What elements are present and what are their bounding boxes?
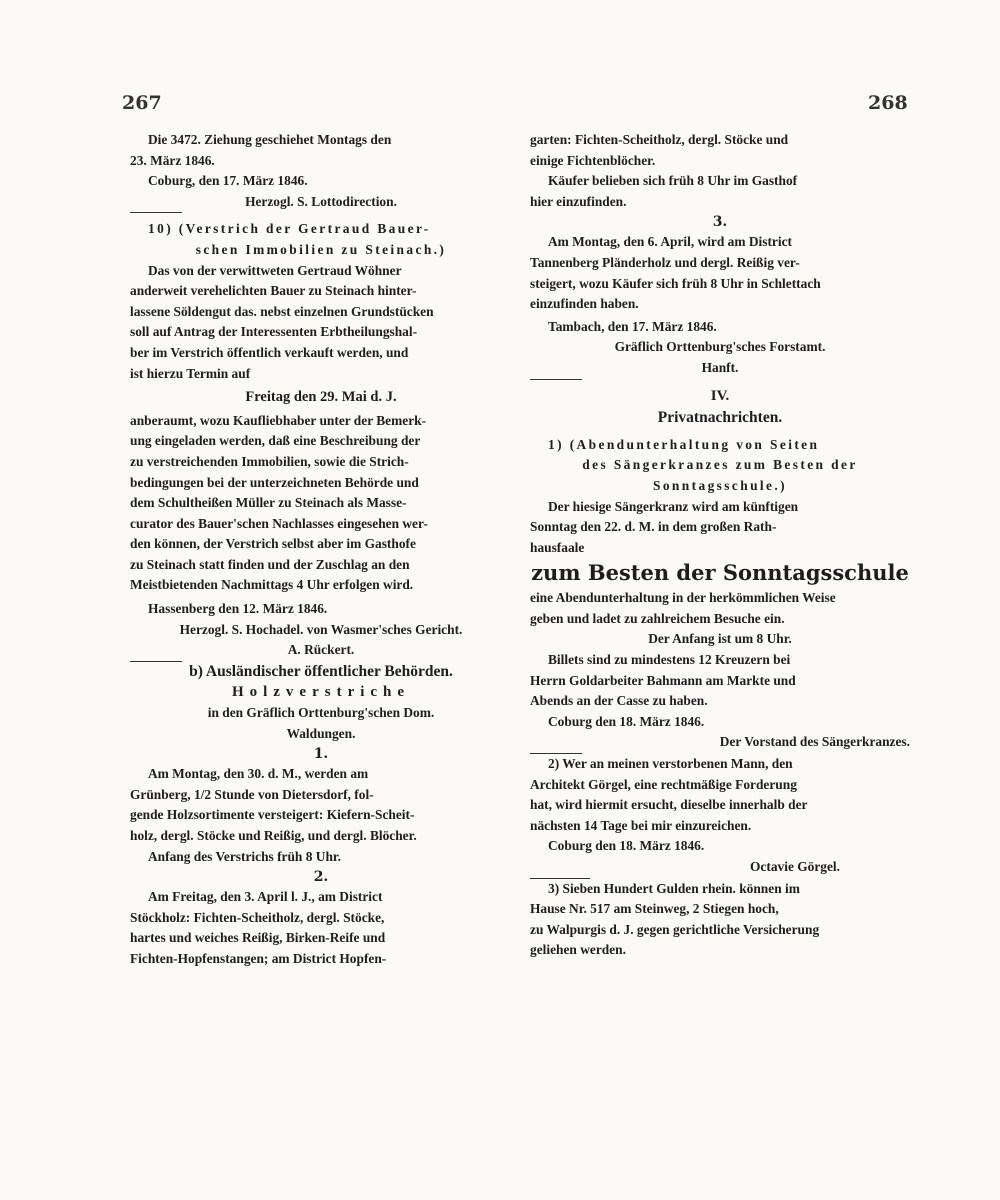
text-line: Billets sind zu mindestens 12 Kreuzern bei	[548, 652, 791, 668]
text-line: Hause Nr. 517 am Steinweg, 2 Stiegen hoch,	[530, 901, 779, 917]
text-line: lassene Söldengut das. nebst einzelnen Grundstücken	[130, 303, 434, 319]
item-3-body	[530, 232, 910, 314]
text-line: Der hiesige Sängerkranz wird am künftigen	[548, 498, 799, 514]
text-line: dem Schultheißen Müller zu Steinach als Masse-	[130, 495, 407, 511]
text-line: nächsten 14 Tage bei mir einzureichen.	[530, 817, 752, 833]
section-10-court: Herzogl. S. Hochadel. von Wasmer'sches Gericht.	[179, 621, 463, 637]
holz-subtitle-2: Waldungen.	[286, 725, 356, 741]
text-line: den können, der Verstrich selbst aber im Gasthofe	[130, 536, 416, 552]
text-line: Fichten-Hopfenstangen; am District Hopfen-	[130, 950, 387, 966]
item-number-2: 2.	[313, 869, 329, 886]
text-line: ung eingeladen werden, daß eine Beschreibung der	[130, 433, 421, 449]
text-line: hartes und weiches Reißig, Birken-Reife und	[130, 930, 386, 946]
text-line: Am Montag, den 30. d. M., werden am	[148, 766, 369, 782]
text-line: einige Fichtenblöcher.	[530, 152, 656, 168]
text-line: Grünberg, 1/2 Stunde von Dietersdorf, fol-	[130, 786, 374, 802]
text-line: 2) Wer an meinen verstorbenen Mann, den	[548, 756, 793, 772]
holz-title: Holzverstriche	[231, 684, 411, 701]
page-number-left: 267	[122, 92, 162, 114]
text-line: gende Holzsortimente versteigert: Kiefern-Scheit-	[130, 807, 415, 823]
item-1-start: Anfang des Verstrichs früh 8 Uhr.	[148, 848, 341, 864]
item-1-text	[530, 497, 910, 559]
text-line: ist hierzu Termin auf	[130, 365, 251, 381]
continuation	[530, 130, 910, 212]
item-2-place: Coburg den 18. März 1846.	[548, 838, 705, 854]
forstamt-signature: Gräflich Orttenburg'sches Forstamt.	[614, 339, 826, 355]
text-line: eine Abendunterhaltung in der herkömmlichen Weise	[530, 590, 836, 606]
text-line: geliehen werden.	[530, 942, 626, 958]
section-10-title: 10) (Verstrich der Gertraud Bauer-	[148, 221, 431, 237]
roman-numeral: IV.	[710, 387, 730, 404]
item-1-title-cont-2: Sonntagsschule.)	[652, 477, 788, 493]
text-line: Sonntag den 22. d. M. in dem großen Rath-	[530, 519, 777, 535]
section-10-place: Hassenberg den 12. März 1846.	[148, 601, 328, 617]
privat-heading: Privatnachrichten.	[657, 409, 783, 427]
text-line: hat, wird hiermit ersucht, dieselbe innerhalb der	[530, 797, 808, 813]
text-line: hier einzufinden.	[530, 193, 627, 209]
text-line: anberaumt, wozu Kaufliebhaber unter der Bemerk-	[130, 412, 427, 428]
item-1-display-line: zum Besten der Sonntagsschule	[531, 560, 909, 586]
left-column	[130, 130, 512, 970]
item-1-text-2	[530, 588, 910, 629]
text-line: einzufinden haben.	[530, 296, 639, 312]
text-line: Herrn Goldarbeiter Bahmann am Markte und	[530, 672, 796, 688]
text-line: holz, dergl. Stöcke und Reißig, und dergl. Blöcher.	[130, 828, 417, 843]
text-line: Tannenberg Pländerholz und dergl. Reißig ver-	[530, 254, 800, 270]
text-line: geben und ladet zu zahlreichem Besuche ein.	[530, 610, 785, 626]
item-2-body	[130, 887, 512, 969]
item-3-text	[530, 879, 910, 961]
text-line: Am Montag, den 6. April, wird am District	[548, 234, 792, 250]
text-line: Das von der verwittweten Gertraud Wöhner	[148, 262, 402, 278]
text-line: bedingungen bei der unterzeichneten Behörde und	[130, 474, 419, 490]
text-line: zu Steinach statt finden und der Zuschlag an den	[130, 556, 410, 572]
section-10-body	[130, 261, 512, 385]
item-1-place: Coburg den 18. März 1846.	[548, 713, 705, 729]
text-line: Abends an der Casse zu haben.	[530, 693, 708, 709]
text-line: curator des Bauer'schen Nachlasses eingesehen wer-	[130, 515, 428, 531]
section-10-title-cont: schen Immobilien zu Steinach.)	[195, 241, 447, 257]
text-line: Architekt Görgel, eine rechtmäßige Forderung	[530, 776, 797, 792]
holz-subtitle: in den Gräflich Orttenburg'schen Dom.	[207, 705, 435, 721]
lotto-place: Coburg, den 17. März 1846.	[148, 173, 308, 189]
section-10-body-2	[130, 411, 512, 596]
item-2-text	[530, 754, 910, 836]
section-b-heading: b) Ausländischer öffentlicher Behörden.	[189, 662, 453, 680]
item-1-title: 1) (Abendunterhaltung von Seiten	[548, 436, 820, 452]
text-line: Am Freitag, den 3. April l. J., am District	[148, 889, 383, 905]
text-line: anderweit verehelichten Bauer zu Steinach hinter-	[130, 283, 417, 299]
item-1-title-cont: des Sängerkranzes zum Besten der	[582, 457, 858, 473]
text-line: zu Walpurgis d. J. gegen gerichtliche Versicherung	[530, 921, 820, 937]
text-line: soll auf Antrag der Interessenten Erbtheilungshal-	[130, 324, 418, 340]
page-number-right: 268	[868, 92, 908, 114]
section-10-signature: A. Rückert.	[287, 642, 355, 658]
item-1-body	[130, 764, 512, 846]
text-line: hausfaale	[530, 539, 585, 555]
lotto-signature: Herzogl. S. Lottodirection.	[245, 193, 397, 209]
text-line: Käufer belieben sich früh 8 Uhr im Gasthof	[548, 173, 798, 189]
tambach-place: Tambach, den 17. März 1846.	[548, 318, 717, 334]
item-1-start: Der Anfang ist um 8 Uhr.	[648, 631, 792, 647]
section-10-date: Freitag den 29. Mai d. J.	[245, 389, 397, 406]
hanft-signature: Hanft.	[701, 359, 739, 375]
item-1-signature: Der Vorstand des Sängerkranzes.	[719, 734, 910, 750]
lotto-line: Die 3472. Ziehung geschiehet Montags den	[148, 132, 392, 147]
text-line: garten: Fichten-Scheitholz, dergl. Stöcke und	[530, 132, 789, 147]
text-line: Meistbietenden Nachmittags 4 Uhr erfolgen wird.	[130, 577, 414, 593]
lotto-date: 23. März 1846.	[130, 152, 215, 168]
item-number-3: 3.	[712, 214, 728, 231]
text-line: ber im Verstrich öffentlich verkauft werden, und	[130, 344, 409, 360]
text-line: zu verstreichenden Immobilien, sowie die Strich-	[130, 453, 409, 469]
item-2-signature: Octavie Görgel.	[750, 859, 840, 874]
text-line: steigert, wozu Käufer sich früh 8 Uhr in Schlettach	[530, 275, 821, 291]
right-column	[530, 130, 910, 961]
item-1-text-3	[530, 650, 910, 712]
text-line: Stöckholz: Fichten-Scheitholz, dergl. Stöcke,	[130, 909, 385, 925]
item-number-1: 1.	[313, 746, 329, 763]
text-line: 3) Sieben Hundert Gulden rhein. können im	[548, 880, 800, 896]
